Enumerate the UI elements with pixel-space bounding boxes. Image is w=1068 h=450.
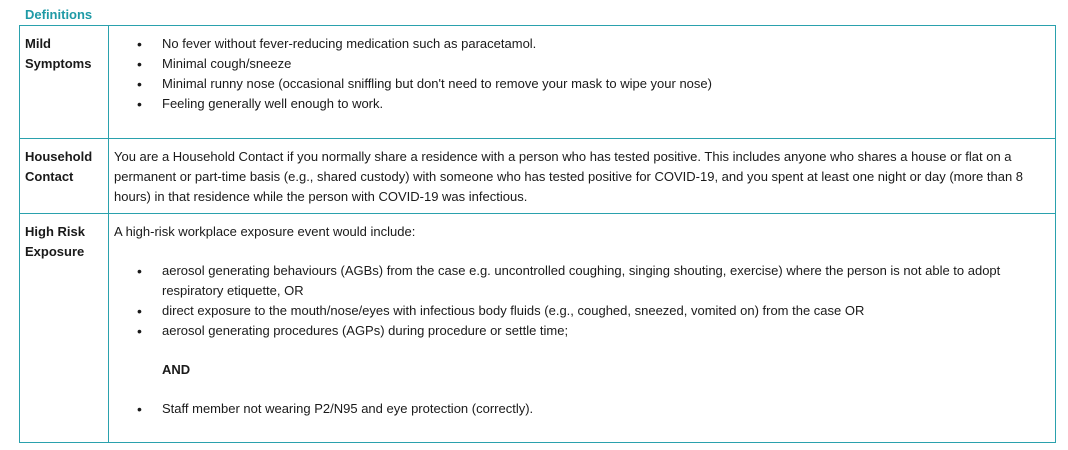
term-label: Symptoms: [25, 56, 92, 71]
table-row: [20, 139, 1056, 214]
list-item: • Feeling generally well enough to work.: [109, 94, 1035, 114]
term-label: Contact: [25, 169, 74, 184]
definition-cell: [109, 214, 1056, 443]
term-label: Household: [25, 149, 93, 164]
bullet-list: [109, 261, 1035, 341]
definition-cell: [109, 139, 1056, 214]
list-item: • Minimal cough/sneeze: [109, 54, 1035, 74]
list-item: • aerosol generating behaviours (AGBs) from the case e.g. uncontrolled coughing, singing shouting, exercise) where the person is not able to adopt respiratory etiquette, OR: [109, 261, 1035, 301]
term-label: Mild: [25, 36, 51, 51]
list-item: • Staff member not wearing P2/N95 and eye protection (correctly).: [109, 399, 1035, 419]
list-item: • No fever without fever-reducing medication such as paracetamol.: [109, 34, 1035, 54]
table-row: [20, 26, 1056, 139]
definition-intro: A high-risk workplace exposure event would include:: [114, 224, 416, 239]
definition-text: You are a Household Contact if you normally share a residence with a person who has tested positive. This includes anyone who shares a house or flat on a permanent or part-time basis (e.g., shared custody) with someone who has tested positive for COVID-19, and you spent at least one night or day (more than 8 hours) in that residence while the person with COVID-19 was infectious.: [114, 149, 1024, 204]
term-label: Exposure: [25, 244, 85, 259]
section-title: Definitions: [25, 7, 93, 22]
definition-cell: [109, 26, 1056, 139]
list-item: • direct exposure to the mouth/nose/eyes with infectious body fluids (e.g., coughed, sneezed, vomited on) from the case OR: [109, 301, 1035, 321]
term-cell: [20, 26, 109, 139]
bullet-list: [109, 399, 1035, 419]
and-label: AND: [162, 362, 191, 377]
definitions-table: [19, 25, 1056, 443]
term-cell: [20, 139, 109, 214]
table-row: [20, 214, 1056, 443]
list-item: • aerosol generating procedures (AGPs) during procedure or settle time;: [109, 321, 1035, 341]
bullet-list: [109, 34, 1035, 114]
list-item: • Minimal runny nose (occasional sniffling but don't need to remove your mask to wipe your nose): [109, 74, 1035, 94]
term-label: High Risk: [25, 224, 85, 239]
term-cell: [20, 214, 109, 443]
